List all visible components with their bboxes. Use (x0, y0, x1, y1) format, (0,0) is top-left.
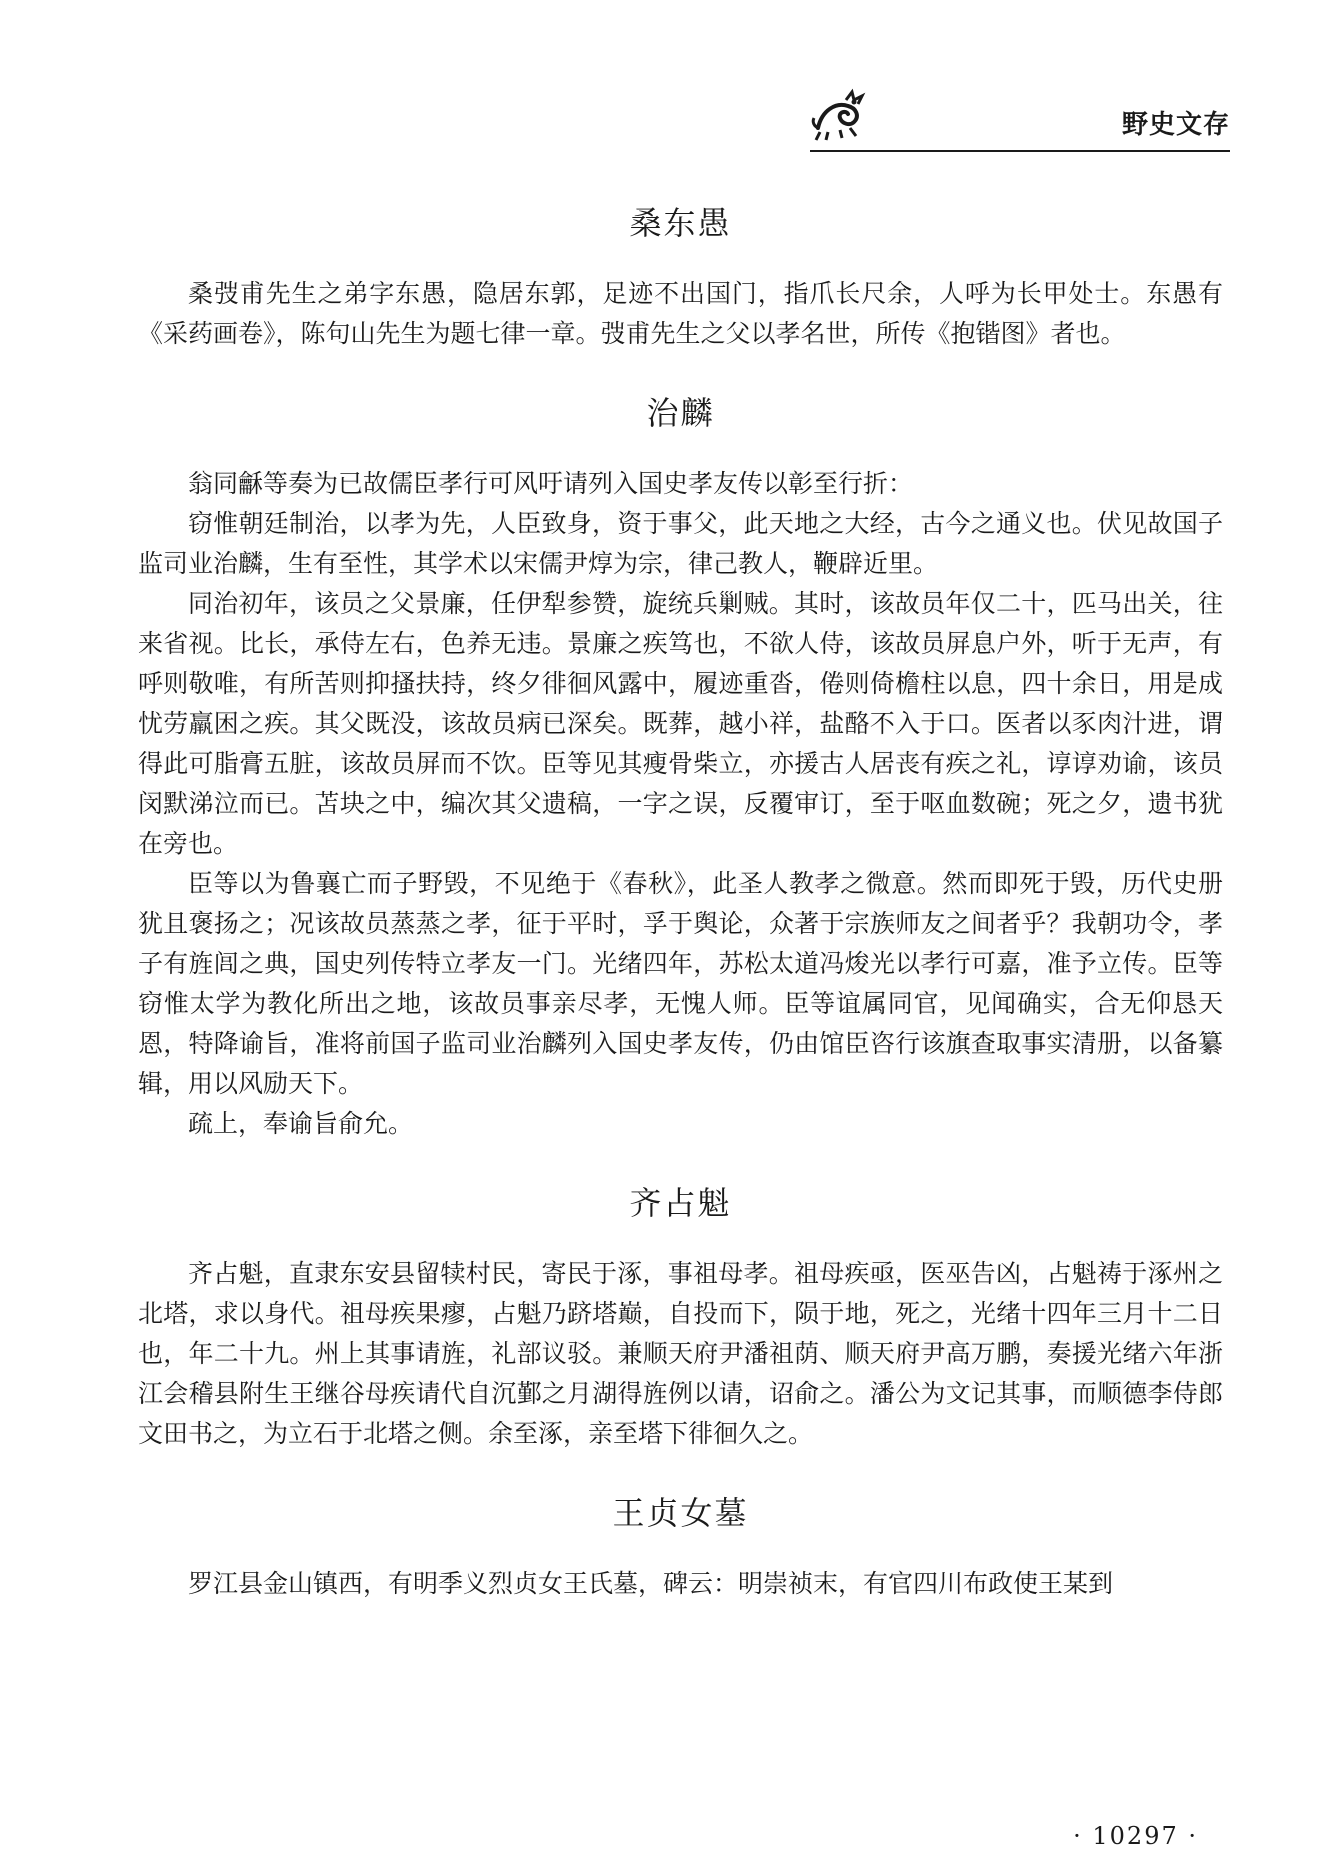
section-wang-zhennv-mu (138, 1488, 1223, 1604)
section-title: 齐占魁 (629, 1184, 732, 1222)
page-body (138, 198, 1223, 1604)
paragraph: 疏上，奉谕旨俞允。 (188, 1109, 414, 1138)
paragraph: 罗江县金山镇西，有明季义烈贞女王氏墓，碑云：明崇祯末，有官四川布政使王某到 (188, 1569, 1114, 1598)
running-header (810, 80, 1230, 150)
paragraph: 臣等以为鲁襄亡而子野毁，不见绝于《春秋》，此圣人教孝之微意。然而即死于毁，历代史册犹且褒扬之；况该故员蒸蒸之孝，征于平时，孚于舆论，众著于宗族师友之间者乎？我朝功令，孝子有旌闾之典，国史列传特立孝友一门。光绪四年，苏松太道冯焌光以孝行可嘉，准予立传。臣等窃惟太学为教化所出之地，该故员事亲尽孝，无愧人师。臣等谊属同官，见闻确实，合无仰恳天恩，特降谕旨，准将前国子监司业治麟列入国史孝友传，仍由馆臣咨行该旗查取事实清册，以备纂辑，用以风励天下。 (138, 869, 1223, 1098)
paragraph: 翁同龢等奏为已故儒臣孝行可风吁请列入国史孝友传以彰至行折： (188, 469, 914, 498)
dragon-emblem-icon (810, 88, 870, 143)
page-number: · 10297 · (1073, 1822, 1198, 1850)
section-zhi-lin (138, 388, 1223, 1144)
series-title: 野史文存 (1121, 110, 1230, 140)
section-qi-zhankui (138, 1178, 1223, 1454)
paragraph: 窃惟朝廷制治，以孝为先，人臣致身，资于事父，此天地之大经，古今之通义也。伏见故国子监司业治麟，生有至性，其学术以宋儒尹焞为宗，律己教人，鞭辟近里。 (138, 509, 1223, 578)
paragraph: 桑弢甫先生之弟字东愚，隐居东郭，足迹不出国门，指爪长尺余，人呼为长甲处士。东愚有《采药画卷》，陈句山先生为题七律一章。弢甫先生之父以孝名世，所传《抱锴图》者也。 (138, 279, 1223, 348)
paragraph: 同治初年，该员之父景廉，任伊犁参赞，旋统兵剿贼。其时，该故员年仅二十，匹马出关，往来省视。比长，承侍左右，色养无违。景廉之疾笃也，不欲人侍，该故员屏息户外，听于无声，有呼则敬唯，有所苦则抑搔扶持，终夕徘徊风露中，履迹重沓，倦则倚檐柱以息，四十余日，用是成忧劳羸困之疾。其父既没，该故员病已深矣。既葬，越小祥，盐酪不入于口。医者以豕肉汁进，谓得此可脂膏五脏，该故员屏而不饮。臣等见其瘦骨柴立，亦援古人居丧有疾之礼，谆谆劝谕，该员闵默涕泣而已。苫块之中，编次其父遗稿，一字之误，反覆审订，至于呕血数碗；死之夕，遗书犹在旁也。 (138, 589, 1223, 858)
paragraph: 齐占魁，直隶东安县留犊村民，寄民于涿，事祖母孝。祖母疾亟，医巫告凶，占魁祷于涿州之北塔，求以身代。祖母疾果瘳，占魁乃跻塔巅，自投而下，陨于地，死之，光绪十四年三月十二日也，年二十九。州上其事请旌，礼部议驳。兼顺天府尹潘祖荫、顺天府尹高万鹏，奏援光绪六年浙江会稽县附生王继谷母疾请代自沉鄞之月湖得旌例以请，诏俞之。潘公为文记其事，而顺德李侍郎文田书之，为立石于北塔之侧。余至涿，亲至塔下徘徊久之。 (138, 1259, 1223, 1448)
section-title: 桑东愚 (629, 204, 732, 242)
header-divider (810, 150, 1230, 152)
section-title: 治麟 (646, 394, 715, 432)
section-sang-dongyu (138, 198, 1223, 354)
section-title: 王贞女墓 (612, 1494, 749, 1532)
